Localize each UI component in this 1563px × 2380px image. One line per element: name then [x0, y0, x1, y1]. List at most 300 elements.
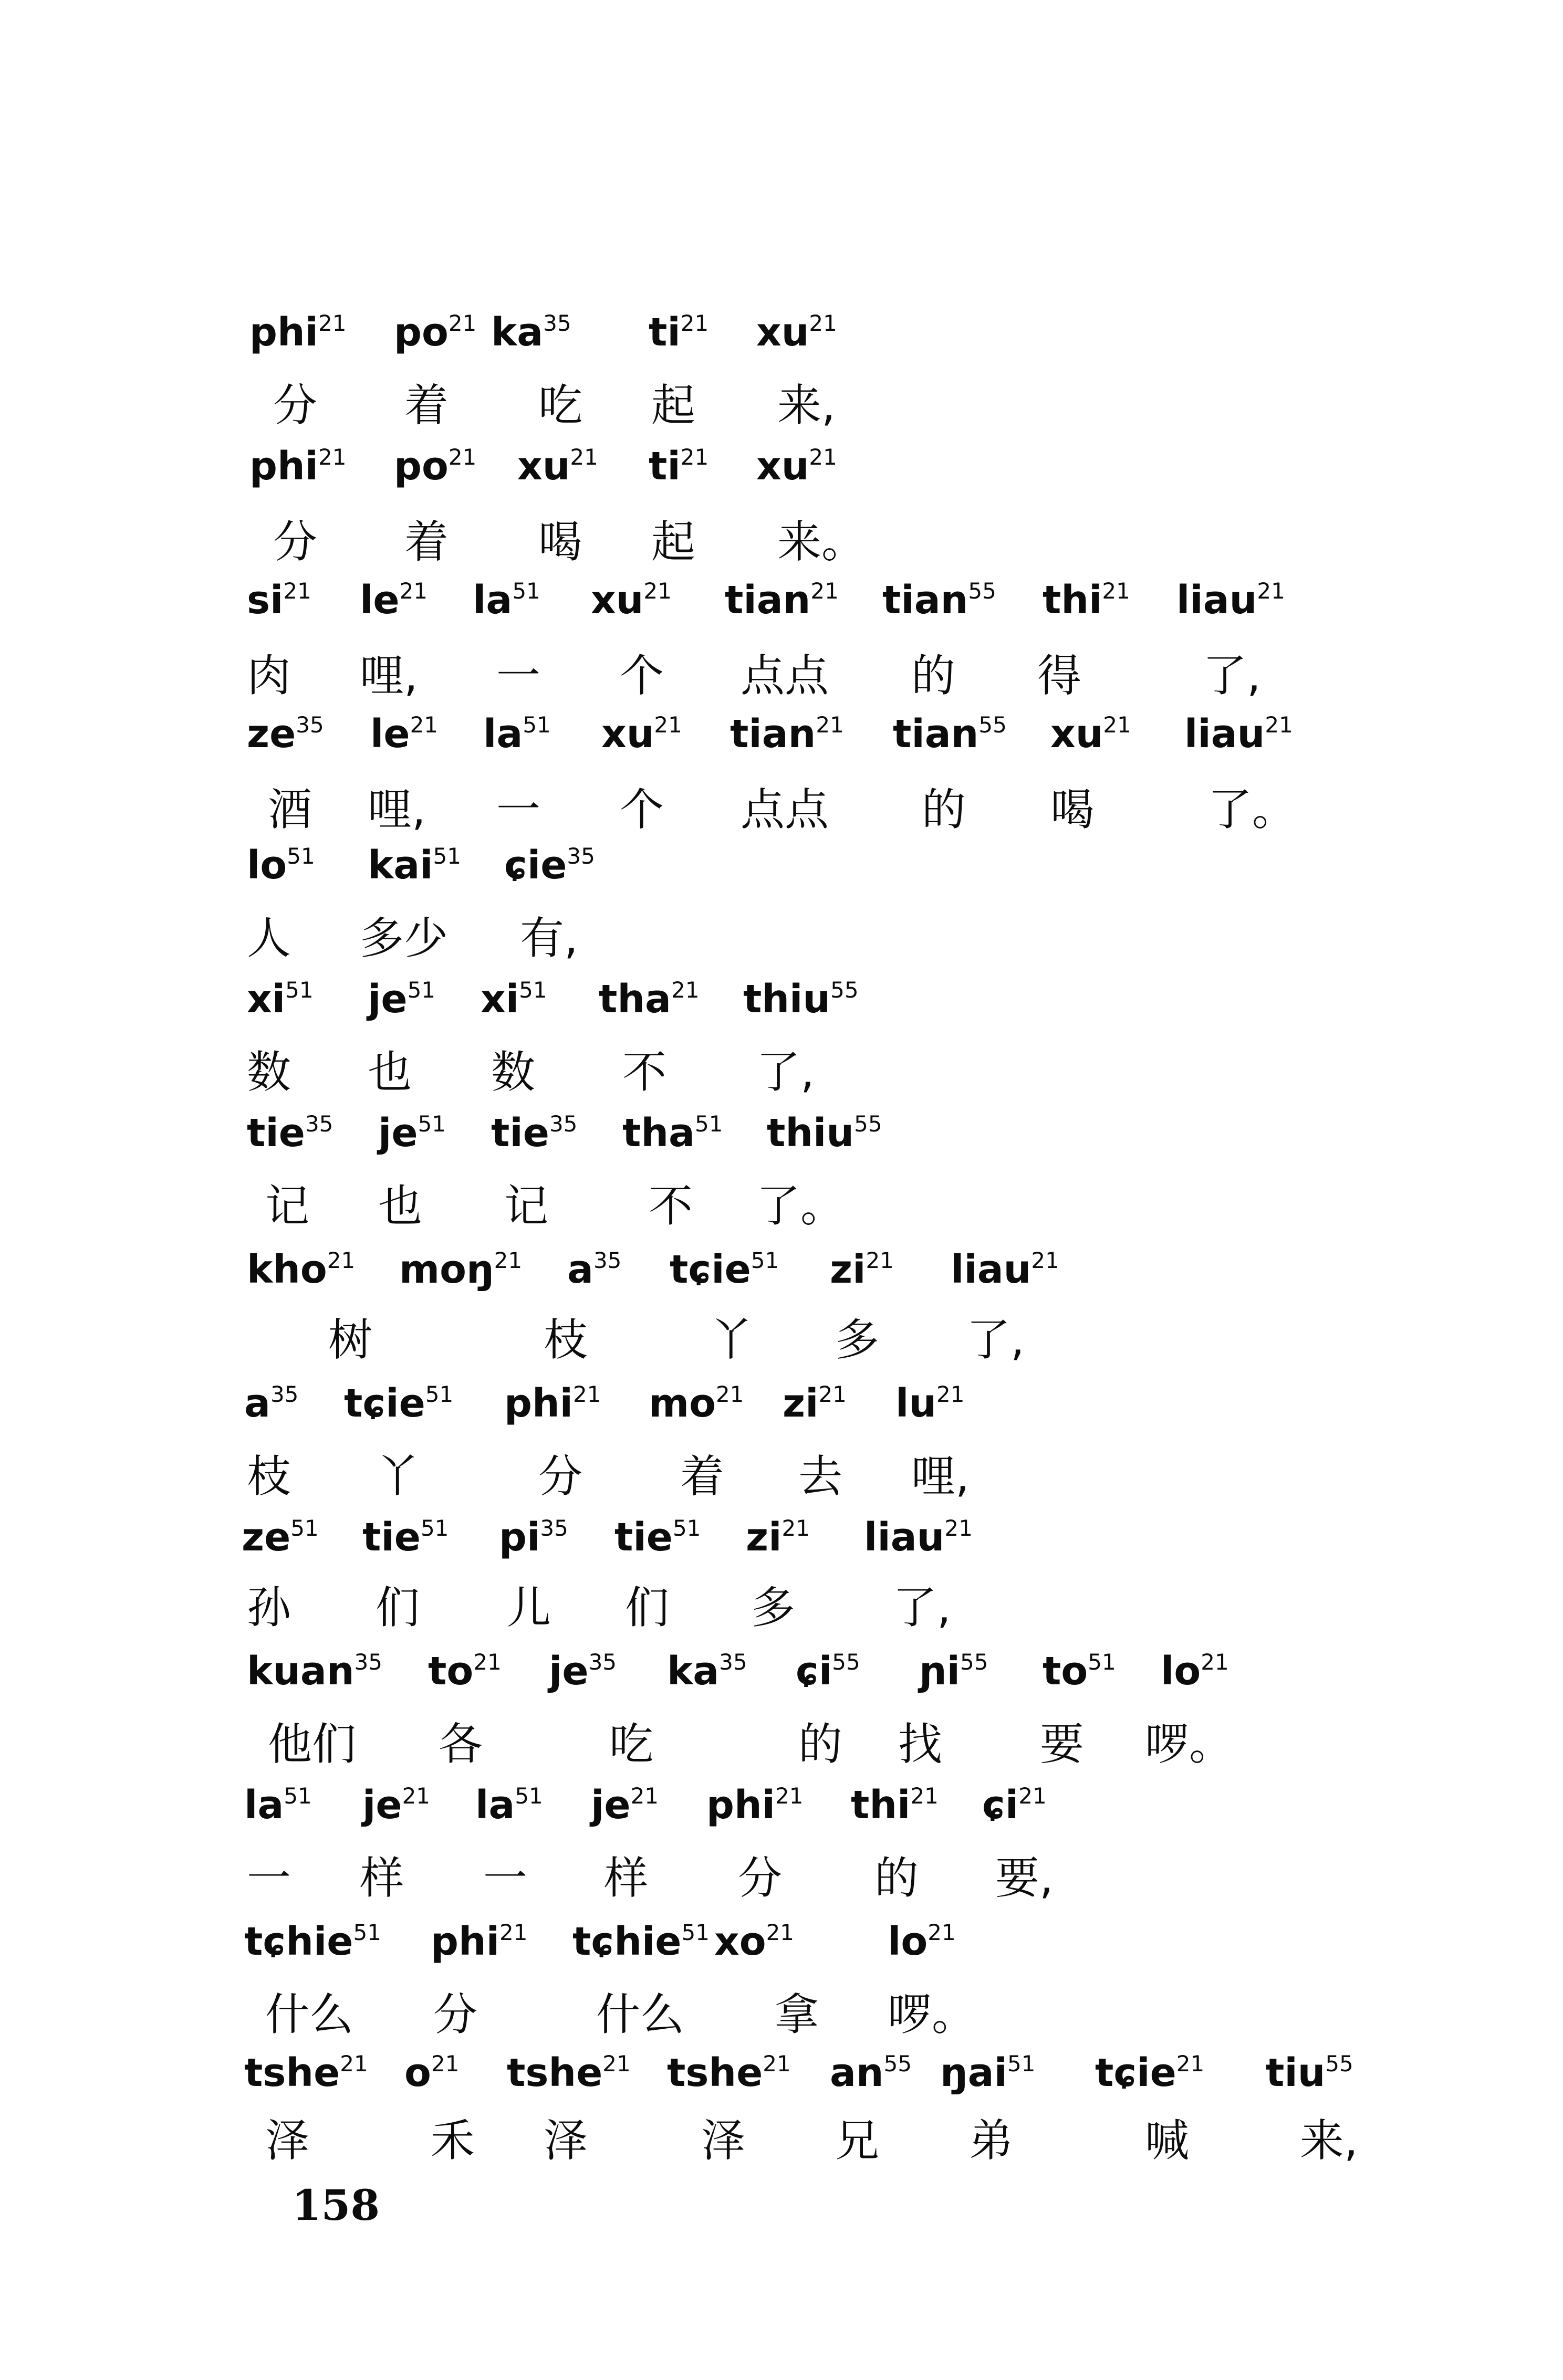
chinese-gloss: 也	[378, 1180, 423, 1232]
chinese-gloss: 样	[604, 1852, 649, 1904]
syllable	[247, 1110, 334, 1156]
chinese-gloss: 的	[798, 1718, 843, 1770]
tone-number: 21	[1176, 2051, 1205, 2077]
syllable-text: tian	[893, 711, 979, 757]
syllable-text: tiu	[1266, 2050, 1326, 2095]
romanization-line	[0, 1103, 1563, 1176]
chinese-gloss: 数	[247, 1046, 291, 1098]
romanization-line	[0, 969, 1563, 1042]
tone-number: 21	[775, 1783, 804, 1809]
chinese-gloss: 的	[874, 1852, 919, 1904]
chinese-gloss: 找	[898, 1718, 943, 1770]
syllable	[864, 1515, 973, 1560]
syllable-text: la	[473, 578, 513, 623]
syllable-text: zi	[746, 1515, 782, 1560]
syllable	[244, 1919, 381, 1964]
syllable	[756, 444, 837, 489]
syllable-text: xu	[1050, 711, 1103, 757]
syllable	[649, 310, 709, 355]
tone-number: 51	[515, 1783, 543, 1809]
syllable-text: thiu	[767, 1110, 855, 1156]
chinese-gloss: 各	[439, 1718, 483, 1770]
chinese-gloss: 一	[496, 784, 541, 835]
chinese-gloss: 分	[538, 1451, 583, 1502]
syllable	[549, 1649, 617, 1694]
syllable	[895, 1381, 965, 1426]
syllable-text: tshe	[507, 2050, 603, 2095]
syllable-text: ze	[247, 711, 296, 757]
chinese-gloss: 着	[680, 1451, 725, 1502]
syllable	[1095, 2050, 1205, 2095]
chinese-gloss: 啰。	[888, 1989, 976, 2040]
syllable-text: liau	[1184, 711, 1265, 757]
syllable-text: mo	[649, 1381, 716, 1426]
tone-number: 55	[883, 2051, 912, 2077]
syllable-text: tɕhie	[572, 1919, 682, 1964]
chinese-gloss: 什么	[596, 1989, 685, 2040]
syllable	[591, 578, 672, 623]
syllable-text: la	[244, 1783, 284, 1828]
syllable	[362, 1783, 431, 1828]
chinese-gloss: 哩,	[911, 1451, 970, 1502]
syllable	[746, 1515, 810, 1560]
chinese-gloss: 去	[798, 1451, 843, 1502]
tone-number: 21	[910, 1783, 939, 1809]
syllable	[491, 310, 571, 355]
tone-number: 21	[340, 2051, 368, 2077]
syllable-text: ti	[649, 444, 681, 489]
tone-number: 21	[810, 578, 839, 604]
chinese-gloss: 了,	[893, 1582, 951, 1633]
chinese-gloss: 也	[368, 1046, 412, 1098]
syllable-text: tshe	[667, 2050, 763, 2095]
chinese-gloss: 不	[622, 1046, 667, 1098]
syllable	[368, 843, 461, 888]
syllable-text: liau	[951, 1247, 1031, 1292]
syllable-text: tshe	[244, 2050, 340, 2095]
tone-number: 21	[570, 444, 598, 470]
tone-number: 51	[519, 977, 547, 1003]
syllable-text: phi	[504, 1381, 574, 1426]
syllable-text: ti	[649, 310, 681, 355]
tone-number: 35	[305, 1111, 334, 1137]
tone-number: 21	[766, 1920, 795, 1945]
tone-number: 21	[816, 712, 844, 738]
syllable	[499, 1515, 568, 1560]
chinese-gloss: 一	[483, 1852, 528, 1904]
tone-number: 51	[353, 1920, 381, 1945]
tone-number: 21	[573, 1381, 601, 1407]
chinese-gloss: 肉	[247, 650, 291, 701]
romanization-line	[0, 835, 1563, 908]
page-number: 158	[292, 2180, 380, 2230]
syllable-text: xu	[756, 310, 809, 355]
syllable	[475, 1783, 543, 1828]
syllable-text: thi	[1043, 578, 1102, 623]
syllable	[244, 2050, 368, 2095]
syllable	[599, 977, 700, 1022]
syllable-text: zi	[830, 1247, 866, 1292]
tone-number: 21	[809, 444, 837, 470]
tone-number: 35	[540, 1515, 568, 1541]
syllable-text: an	[830, 2050, 884, 2095]
tone-number: 21	[1201, 1649, 1229, 1675]
syllable	[370, 711, 439, 757]
syllable-text: ɕie	[504, 843, 567, 888]
syllable-text: je	[549, 1649, 589, 1694]
syllable	[247, 843, 315, 888]
syllable	[507, 2050, 631, 2095]
syllable-text: zi	[783, 1381, 819, 1426]
tone-number: 51	[672, 1515, 701, 1541]
chinese-gloss: 一	[496, 650, 541, 701]
syllable	[247, 1247, 356, 1292]
chinese-gloss: 点点	[741, 784, 829, 835]
syllable-text: kho	[247, 1247, 327, 1292]
chinese-gloss: 人	[247, 913, 291, 964]
tone-number: 35	[567, 843, 595, 869]
chinese-gloss: 个	[620, 650, 664, 701]
syllable-text: je	[591, 1783, 631, 1828]
tone-number: 21	[494, 1247, 523, 1273]
syllable	[1184, 711, 1293, 757]
syllable-text: xu	[601, 711, 654, 757]
chinese-gloss: 记	[504, 1180, 549, 1232]
syllable-text: je	[368, 977, 408, 1022]
syllable	[622, 1110, 723, 1156]
tone-number: 21	[654, 712, 682, 738]
romanization-line	[0, 704, 1563, 777]
syllable-text: phi	[706, 1783, 776, 1828]
syllable	[247, 578, 311, 623]
syllable-text: tian	[730, 711, 816, 757]
syllable-text: xu	[591, 578, 644, 623]
syllable	[504, 1381, 601, 1426]
tone-number: 51	[407, 977, 436, 1003]
chinese-gloss: 一	[247, 1852, 291, 1904]
chinese-gloss: 起	[651, 380, 696, 431]
tone-number: 51	[418, 1111, 446, 1137]
tone-number: 21	[680, 310, 709, 336]
syllable	[725, 578, 839, 623]
romanization-line	[0, 1239, 1563, 1313]
syllable	[399, 1247, 523, 1292]
tone-number: 21	[499, 1920, 528, 1945]
chinese-gloss: 吃	[538, 380, 583, 431]
syllable-text: phi	[249, 444, 319, 489]
syllable-text: ŋai	[940, 2050, 1007, 2095]
syllable-text: phi	[249, 310, 319, 355]
tone-number: 21	[318, 444, 347, 470]
tone-number: 55	[968, 578, 996, 604]
syllable	[601, 711, 682, 757]
syllable-text: ka	[667, 1649, 720, 1694]
tone-number: 21	[1031, 1247, 1059, 1273]
tone-number: 35	[296, 712, 324, 738]
syllable-text: lu	[895, 1381, 937, 1426]
chinese-gloss: 有,	[520, 913, 578, 964]
chinese-gloss: 树	[328, 1314, 373, 1366]
syllable-text: to	[428, 1649, 474, 1694]
tone-number: 35	[719, 1649, 747, 1675]
tone-number: 21	[936, 1381, 965, 1407]
syllable-text: a	[567, 1247, 593, 1292]
syllable	[572, 1919, 710, 1964]
chinese-gloss: 丫	[376, 1451, 420, 1502]
romanization-line	[0, 436, 1563, 509]
tone-number: 21	[818, 1381, 847, 1407]
tone-number: 21	[402, 1783, 431, 1809]
syllable-text: la	[483, 711, 523, 757]
syllable-text: xu	[756, 444, 809, 489]
syllable	[368, 977, 436, 1022]
romanization-line	[0, 302, 1563, 375]
chinese-gloss: 记	[265, 1180, 310, 1232]
tone-number: 21	[448, 444, 477, 470]
tone-number: 21	[1257, 578, 1285, 604]
syllable	[247, 977, 314, 1022]
syllable-text: le	[360, 578, 400, 623]
tone-number: 21	[318, 310, 347, 336]
chinese-gloss: 多少	[360, 913, 449, 964]
tone-number: 21	[1265, 712, 1293, 738]
syllable-text: ka	[491, 310, 544, 355]
syllable	[756, 310, 837, 355]
chinese-gloss: 儿	[507, 1582, 551, 1633]
syllable-text: tian	[725, 578, 811, 623]
tone-number: 21	[763, 2051, 791, 2077]
syllable-text: tian	[882, 578, 968, 623]
hanzi-gloss-line	[0, 2113, 1563, 2187]
syllable-text: ze	[242, 1515, 291, 1560]
tone-number: 21	[399, 578, 428, 604]
tone-number: 51	[284, 1783, 312, 1809]
tone-number: 21	[327, 1247, 356, 1273]
tone-number: 51	[523, 712, 551, 738]
tone-number: 35	[549, 1111, 578, 1137]
syllable	[344, 1381, 454, 1426]
syllable-text: kai	[368, 843, 433, 888]
syllable	[649, 444, 709, 489]
syllable	[893, 711, 1007, 757]
syllable	[247, 711, 324, 757]
chinese-gloss: 不	[649, 1180, 693, 1232]
syllable	[483, 711, 551, 757]
chinese-gloss: 数	[491, 1046, 536, 1098]
chinese-gloss: 起	[651, 516, 696, 568]
syllable	[888, 1919, 956, 1964]
syllable-text: tha	[599, 977, 671, 1022]
tone-number: 21	[1103, 712, 1131, 738]
tone-number: 35	[354, 1649, 382, 1675]
syllable	[670, 1247, 779, 1292]
chinese-gloss: 孙	[247, 1582, 291, 1633]
chinese-gloss: 酒	[268, 784, 312, 835]
tone-number: 21	[448, 310, 477, 336]
syllable	[244, 1783, 312, 1828]
chinese-gloss: 什么	[265, 1989, 354, 2040]
chinese-gloss: 多	[751, 1582, 796, 1633]
syllable	[249, 310, 347, 355]
syllable-text: xo	[714, 1919, 766, 1964]
chinese-gloss: 着	[404, 516, 449, 568]
chinese-gloss: 弟	[969, 2115, 1014, 2166]
tone-number: 21	[643, 578, 672, 604]
syllable	[951, 1247, 1059, 1292]
chinese-gloss: 来,	[777, 380, 836, 431]
syllable	[394, 444, 477, 489]
syllable	[830, 2050, 912, 2095]
chinese-gloss: 分	[433, 1989, 478, 2040]
syllable	[404, 2050, 460, 2095]
syllable	[362, 1515, 449, 1560]
chinese-gloss: 的	[922, 784, 966, 835]
chinese-gloss: 他们	[268, 1718, 357, 1770]
chinese-gloss: 着	[404, 380, 449, 431]
chinese-gloss: 啰。	[1145, 1718, 1234, 1770]
syllable	[378, 1110, 446, 1156]
syllable	[830, 1247, 894, 1292]
syllable-text: xu	[517, 444, 570, 489]
syllable-text: tɕie	[670, 1247, 751, 1292]
tone-number: 51	[751, 1247, 779, 1273]
syllable	[730, 711, 844, 757]
syllable	[1043, 578, 1130, 623]
chinese-gloss: 泽	[701, 2115, 746, 2166]
tone-number: 51	[285, 977, 314, 1003]
syllable	[614, 1515, 701, 1560]
romanization-line	[0, 570, 1563, 643]
syllable-text: tɕie	[1095, 2050, 1176, 2095]
tone-number: 35	[588, 1649, 617, 1675]
syllable	[591, 1783, 659, 1828]
chinese-gloss: 泽	[265, 2115, 310, 2166]
chinese-gloss: 丫	[709, 1314, 754, 1366]
chinese-gloss: 了,	[756, 1046, 815, 1098]
syllable-text: ɕi	[796, 1649, 832, 1694]
syllable-text: liau	[1176, 578, 1257, 623]
syllable-text: je	[362, 1783, 402, 1828]
tone-number: 51	[287, 843, 315, 869]
syllable-text: le	[370, 711, 410, 757]
syllable-text: lo	[888, 1919, 928, 1964]
tone-number: 51	[425, 1381, 454, 1407]
chinese-gloss: 来,	[1300, 2115, 1358, 2166]
chinese-gloss: 多	[835, 1314, 880, 1366]
syllable-text: xi	[481, 977, 519, 1022]
syllable	[667, 1649, 747, 1694]
tone-number: 51	[1007, 2051, 1036, 2077]
syllable	[1043, 1649, 1116, 1694]
syllable-text: si	[247, 578, 284, 623]
syllable	[473, 578, 540, 623]
tone-number: 21	[781, 1515, 810, 1541]
syllable	[714, 1919, 795, 1964]
tone-number: 21	[715, 1381, 744, 1407]
syllable	[247, 1649, 382, 1694]
tone-number: 21	[680, 444, 709, 470]
tone-number: 21	[283, 578, 311, 604]
syllable-text: thiu	[743, 977, 831, 1022]
tone-number: 55	[854, 1111, 882, 1137]
syllable	[667, 2050, 791, 2095]
tone-number: 51	[512, 578, 540, 604]
tone-number: 55	[1325, 2051, 1353, 2077]
syllable	[982, 1783, 1047, 1828]
syllable-text: tha	[622, 1110, 695, 1156]
syllable-text: po	[394, 310, 449, 355]
chinese-gloss: 枝	[544, 1314, 588, 1366]
syllable	[1161, 1649, 1229, 1694]
syllable-text: tie	[247, 1110, 305, 1156]
chinese-gloss: 了。	[1208, 784, 1297, 835]
tone-number: 21	[866, 1247, 894, 1273]
syllable-text: moŋ	[399, 1247, 494, 1292]
syllable	[919, 1649, 988, 1694]
tone-number: 21	[1018, 1783, 1047, 1809]
chinese-gloss: 来。	[777, 516, 866, 568]
romanization-line	[0, 1775, 1563, 1848]
syllable-text: kuan	[247, 1649, 355, 1694]
syllable-text: ɕi	[982, 1783, 1019, 1828]
tone-number: 51	[695, 1111, 723, 1137]
tone-number: 21	[473, 1649, 502, 1675]
chinese-gloss: 们	[625, 1582, 670, 1633]
syllable-text: po	[394, 444, 449, 489]
syllable	[481, 977, 547, 1022]
chinese-gloss: 的	[911, 650, 956, 701]
tone-number: 55	[960, 1649, 988, 1675]
chinese-gloss: 哩,	[368, 784, 426, 835]
chinese-gloss: 了。	[756, 1180, 845, 1232]
chinese-gloss: 了,	[966, 1314, 1025, 1366]
chinese-gloss: 样	[360, 1852, 404, 1904]
syllable-text: thi	[851, 1783, 911, 1828]
romanization-line	[0, 1641, 1563, 1714]
syllable	[394, 310, 477, 355]
syllable	[882, 578, 996, 623]
syllable-text: tɕie	[344, 1381, 425, 1426]
syllable	[504, 843, 595, 888]
romanization-line	[0, 1373, 1563, 1446]
syllable	[517, 444, 598, 489]
syllable-text: je	[378, 1110, 418, 1156]
syllable	[431, 1919, 528, 1964]
tone-number: 51	[1088, 1649, 1116, 1675]
chinese-gloss: 兄	[835, 2115, 880, 2166]
tone-number: 21	[410, 712, 439, 738]
tone-number: 55	[830, 977, 859, 1003]
tone-number: 21	[944, 1515, 973, 1541]
tone-number: 21	[630, 1783, 659, 1809]
chinese-gloss: 喝	[1050, 784, 1095, 835]
tone-number: 21	[602, 2051, 631, 2077]
syllable-text: ɲi	[919, 1649, 961, 1694]
syllable	[1176, 578, 1285, 623]
syllable-text: tie	[614, 1515, 673, 1560]
chinese-gloss: 点点	[741, 650, 829, 701]
chinese-gloss: 要	[1040, 1718, 1085, 1770]
syllable-text: o	[404, 2050, 431, 2095]
romanization-line	[0, 1507, 1563, 1580]
syllable-text: liau	[864, 1515, 945, 1560]
syllable	[1050, 711, 1131, 757]
romanization-line	[0, 2042, 1563, 2116]
syllable	[567, 1247, 622, 1292]
syllable-text: xi	[247, 977, 286, 1022]
chinese-gloss: 泽	[544, 2115, 588, 2166]
syllable	[491, 1110, 578, 1156]
